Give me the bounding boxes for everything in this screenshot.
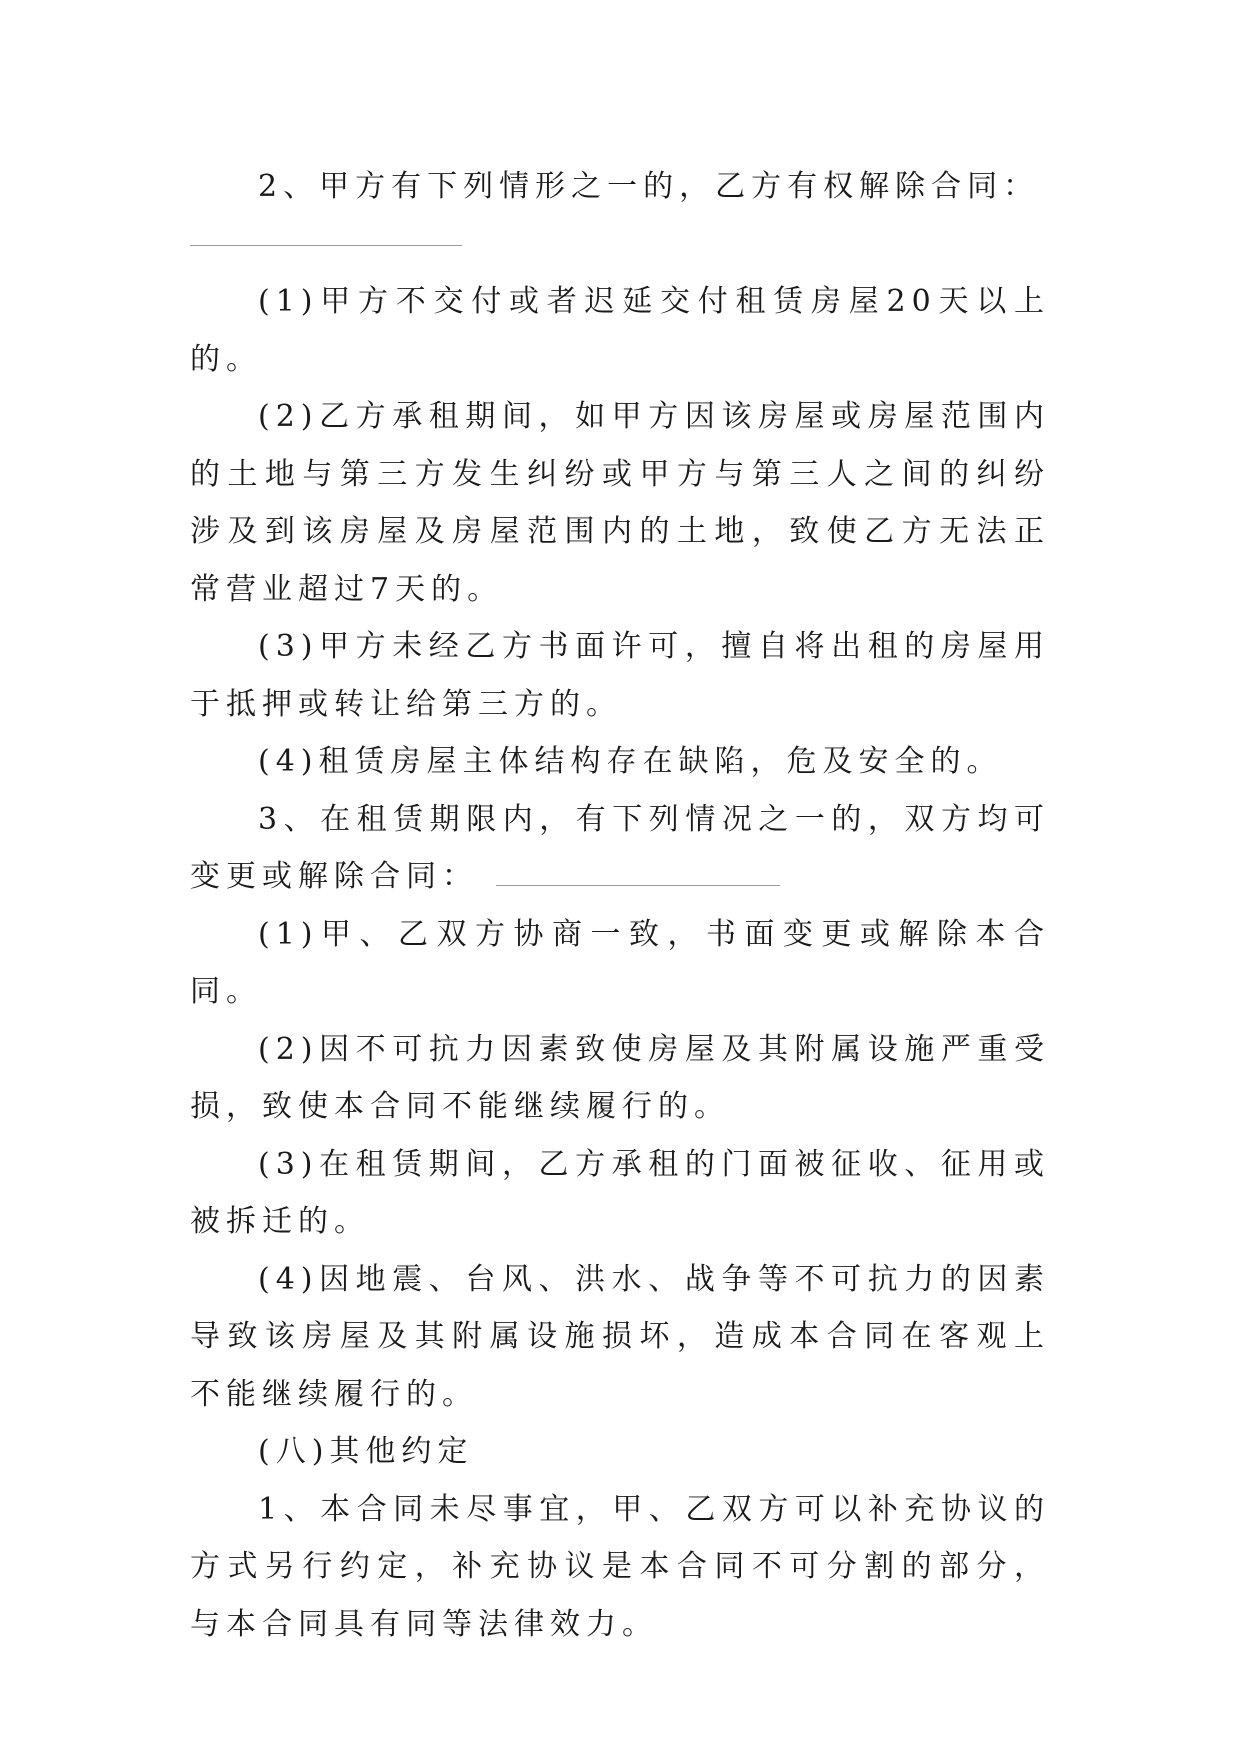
paragraph-clause-3-text: 3、在租赁期限内，有下列情况之一的，双方均可变更或解除合同： <box>190 801 1050 894</box>
document-page <box>190 158 1050 1653</box>
fill-in-line-container <box>190 216 1050 274</box>
paragraph-clause-1: 1、本合同未尽事宜，甲、乙双方可以补充协议的方式另行约定，补充协议是本合同不可分割的部分，与本合同具有同等法律效力。 <box>190 1491 1050 1642</box>
paragraph-item-1: (1)甲方不交付或者迟延交付租赁房屋20天以上的。 <box>190 284 1050 377</box>
paragraph-item-2: (2)乙方承租期间，如甲方因该房屋或房屋范围内的土地与第三方发生纠纷或甲方与第三人之间的纠纷涉及到该房屋及房屋范围内的土地，致使乙方无法正常营业超过7天的。 <box>190 399 1050 607</box>
fill-in-blank <box>496 884 780 886</box>
paragraph-clause-3 <box>190 791 1050 906</box>
paragraph-clause-2: 2、甲方有下列情形之一的，乙方有权解除合同： <box>258 169 1040 204</box>
section-heading-other: (八)其他约定 <box>258 1434 474 1469</box>
paragraph-item-1: (1)甲、乙双方协商一致，书面变更或解除本合同。 <box>190 916 1050 1009</box>
paragraph-item-3: (3)在租赁期间，乙方承租的门面被征收、征用或被拆迁的。 <box>190 1146 1050 1239</box>
paragraph-item-2: (2)因不可抗力因素致使房屋及其附属设施严重受损，致使本合同不能继续履行的。 <box>190 1031 1050 1124</box>
fill-in-blank <box>190 244 462 246</box>
paragraph-item-4: (4)租赁房屋主体结构存在缺陷，危及安全的。 <box>258 744 1003 779</box>
paragraph-item-3: (3)甲方未经乙方书面许可，擅自将出租的房屋用于抵押或转让给第三方的。 <box>190 629 1050 722</box>
paragraph-item-4: (4)因地震、台风、洪水、战争等不可抗力的因素导致该房屋及其附属设施损坏，造成本合同在客观上不能继续履行的。 <box>190 1261 1050 1412</box>
